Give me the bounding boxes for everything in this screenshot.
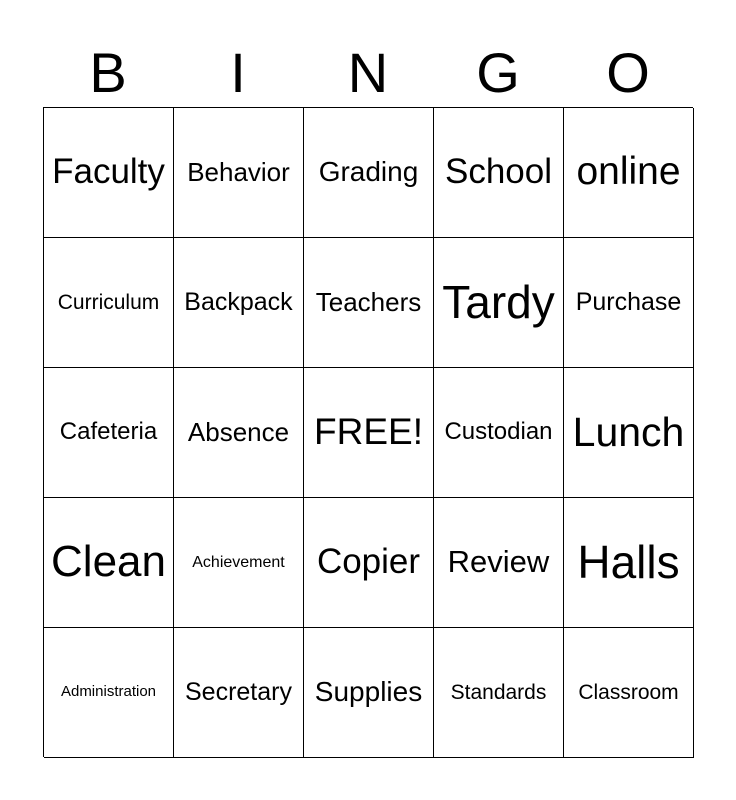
bingo-cell[interactable]: Purchase (564, 238, 694, 368)
bingo-cell[interactable]: Behavior (174, 108, 304, 238)
bingo-cell[interactable]: Classroom (564, 628, 694, 758)
bingo-cell[interactable]: Administration (44, 628, 174, 758)
bingo-cell[interactable]: Halls (564, 498, 694, 628)
bingo-cell[interactable]: Tardy (434, 238, 564, 368)
bingo-cell[interactable]: Review (434, 498, 564, 628)
bingo-cell[interactable]: Copier (304, 498, 434, 628)
header-letter-i: I (230, 41, 246, 104)
bingo-cell[interactable]: online (564, 108, 694, 238)
bingo-cell[interactable]: Lunch (564, 368, 694, 498)
bingo-cell[interactable]: Achievement (174, 498, 304, 628)
bingo-cell[interactable]: Curriculum (44, 238, 174, 368)
bingo-card-grid (43, 107, 693, 757)
bingo-cell[interactable]: Teachers (304, 238, 434, 368)
bingo-cell[interactable]: Supplies (304, 628, 434, 758)
header-letter-g: G (476, 41, 520, 104)
bingo-cell[interactable]: Standards (434, 628, 564, 758)
bingo-cell[interactable]: Custodian (434, 368, 564, 498)
bingo-cell free-space[interactable]: FREE! (304, 368, 434, 498)
bingo-cell[interactable]: Backpack (174, 238, 304, 368)
bingo-header (43, 40, 693, 106)
bingo-cell[interactable]: Faculty (44, 108, 174, 238)
header-letter-n: N (347, 41, 389, 104)
bingo-cell[interactable]: Grading (304, 108, 434, 238)
bingo-cell[interactable]: Absence (174, 368, 304, 498)
header-letter-o: O (606, 41, 650, 104)
bingo-cell[interactable]: Cafeteria (44, 368, 174, 498)
bingo-cell[interactable]: Secretary (174, 628, 304, 758)
bingo-cell[interactable]: School (434, 108, 564, 238)
bingo-cell[interactable]: Clean (44, 498, 174, 628)
header-letter-b: B (89, 41, 127, 104)
